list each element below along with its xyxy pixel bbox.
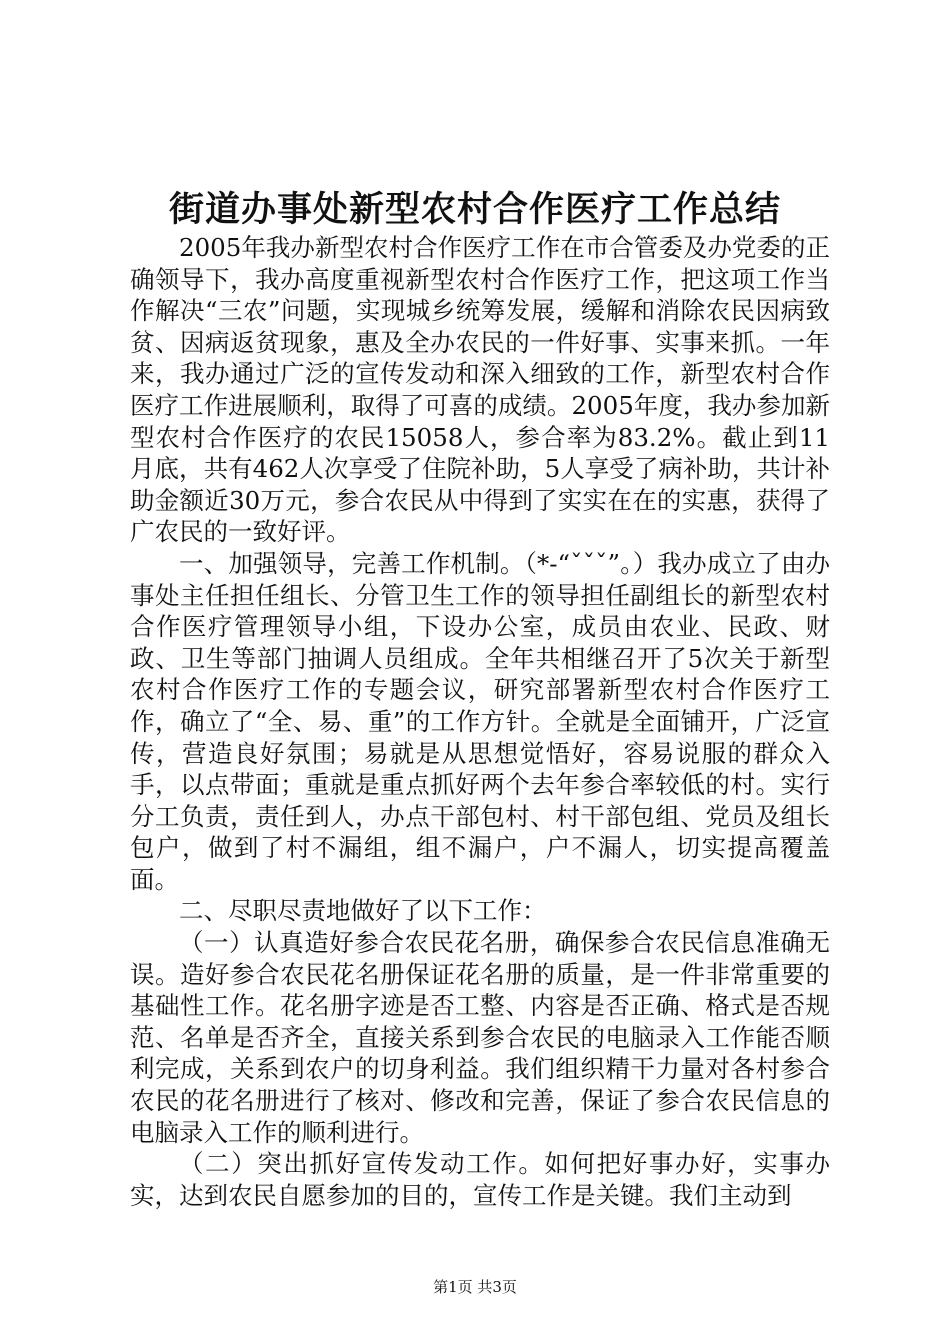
paragraph-intro: 2005年我办新型农村合作医疗工作在市合管委及办党委的正确领导下，我办高度重视新型农村合作医疗工作，把这项工作当作解决“三农”问题，实现城乡统筹发展，缓解和消除农民因病致贫、因病返贫现象，惠及全办农民的一件好事、实事来抓。一年来，我办通过广泛的宣传发动和深入细致的工作，新型农村合作医疗工作进展顺利，取得了可喜的成绩。2005年度，我办参加新型农村合作医疗的农民15058人，参合率为83.2%。截止到11月底，共有462人次享受了住院补助，5人享受了病补助，共计补助金额近30万元，参合农民从中得到了实实在在的实惠，获得了广农民的一致好评。 <box>130 233 830 547</box>
paragraph-section-one: 一、加强领导，完善工作机制。（*-“ˇˇˇ”。）我办成立了由办事处主任担任组长、分管卫生工作的领导担任副组长的新型农村合作医疗管理领导小组，下设办公室，成员由农业、民政、财政、卫生等部门抽调人员组成。全年共相继召开了5次关于新型农村合作医疗工作的专题会议，研究部署新型农村合作医疗工作，确立了“全、易、重”的工作方针。全就是全面铺开，广泛宣传，营造良好氛围；易就是从思想觉悟好，容易说服的群众入手，以点带面；重就是重点抓好两个去年参合率较低的村。实行分工负责，责任到人，办点干部包村、村干部包组、党员及组长包户，做到了村不漏组，组不漏户，户不漏人，切实提高覆盖面。 <box>130 548 830 894</box>
document-title: 街道办事处新型农村合作医疗工作总结 <box>168 189 781 230</box>
paragraph-subsection-two: （二）突出抓好宣传发动工作。如何把好事办好，实事办实，达到农民自愿参加的目的，宣传工作是关键。我们主动到 <box>130 1149 830 1210</box>
paragraph-subsection-one: （一）认真造好参合农民花名册，确保参合农民信息准确无误。造好参合农民花名册保证花名册的质量，是一件非常重要的基础性工作。花名册字迹是否工整、内容是否正确、格式是否规范、名单是否齐全，直接关系到参合农民的电脑录入工作能否顺利完成，关系到农户的切身利益。我们组织精干力量对各村参合农民的花名册进行了核对、修改和完善，保证了参合农民信息的电脑录入工作的顺利进行。 <box>130 928 830 1147</box>
page-number-footer: 第1页 共3页 <box>433 1278 517 1296</box>
paragraph-section-two-heading: 二、尽职尽责地做好了以下工作： <box>179 896 547 926</box>
document-body <box>130 232 830 1211</box>
